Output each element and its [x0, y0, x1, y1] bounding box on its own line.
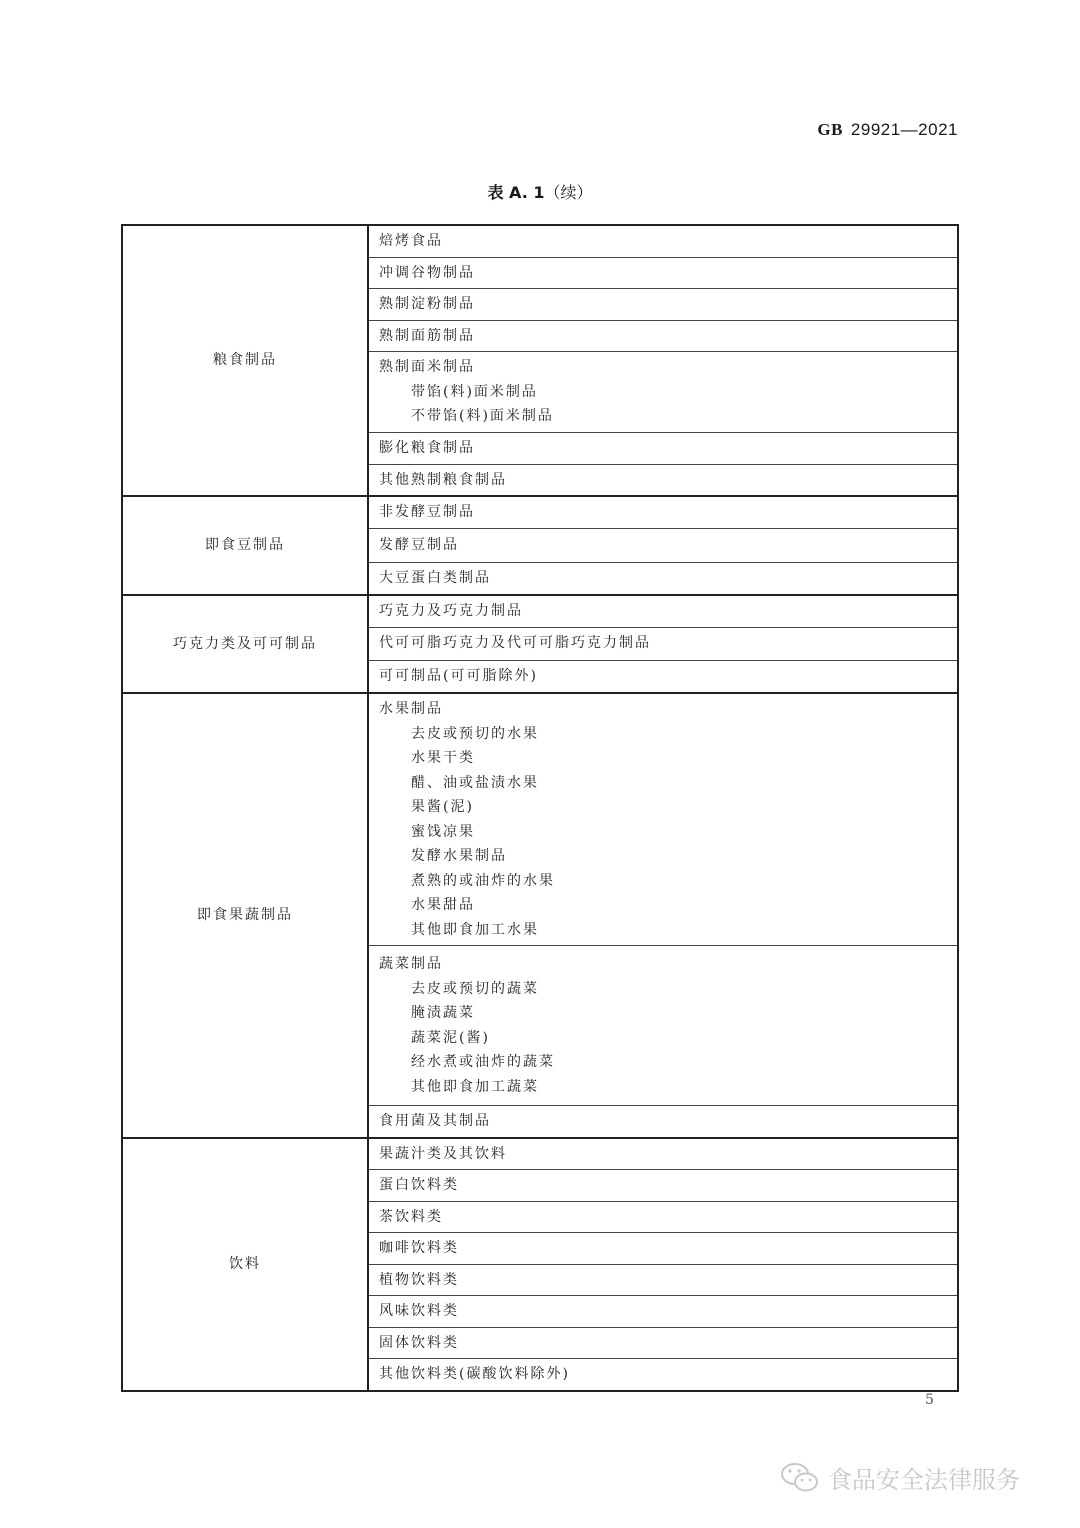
item-label: 焙烤食品	[379, 233, 443, 249]
item-label: 膨化粮食制品	[379, 439, 475, 456]
wechat-icon	[780, 1461, 820, 1495]
item-label: 代可可脂巧克力及代可可脂巧克力制品	[379, 635, 651, 652]
item-label: 固体饮料类	[379, 1334, 459, 1351]
category-cell: 粮食制品	[122, 225, 368, 496]
item-label: 茶饮料类	[379, 1208, 443, 1225]
item-cell	[368, 693, 958, 946]
table-row	[122, 225, 958, 257]
watermark-text: 食品安全法律服务	[828, 1466, 1020, 1494]
item-cell	[368, 320, 958, 352]
item-cell	[368, 660, 958, 693]
item-cell	[368, 1106, 958, 1138]
sub-item: 其他即食加工蔬菜	[411, 1078, 539, 1095]
category-cell: 即食果蔬制品	[122, 693, 368, 1138]
item-cell	[368, 1359, 958, 1391]
food-category-table	[121, 224, 959, 1392]
item-label: 风味饮料类	[379, 1303, 459, 1319]
item-cell	[368, 289, 958, 321]
item-cell	[368, 1296, 958, 1328]
item-cell	[368, 562, 958, 595]
item-cell	[368, 464, 958, 496]
item-cell	[368, 496, 958, 528]
sub-item: 蜜饯凉果	[411, 823, 475, 840]
page-number: 5	[925, 1392, 934, 1408]
item-cell	[368, 627, 958, 660]
sub-item: 经水煮或油炸的蔬菜	[411, 1054, 555, 1070]
standard-number: 29921—2021	[850, 120, 958, 139]
sub-item: 醋、油或盐渍水果	[411, 774, 539, 791]
sub-item: 带馅(料)面米制品	[411, 383, 538, 400]
item-cell	[368, 946, 958, 1106]
item-cell	[368, 1170, 958, 1202]
item-label: 植物饮料类	[379, 1271, 459, 1288]
caption-label: 表 A. 1	[487, 183, 545, 202]
sub-item: 不带馅(料)面米制品	[411, 408, 554, 424]
item-label: 非发酵豆制品	[379, 504, 475, 520]
item-label: 其他饮料类(碳酸饮料除外)	[379, 1366, 570, 1382]
item-cell	[368, 1233, 958, 1265]
sub-item: 腌渍蔬菜	[411, 1005, 475, 1021]
sub-item: 蔬菜泥(酱)	[411, 1029, 490, 1046]
item-label: 熟制淀粉制品	[379, 296, 475, 312]
sub-item: 去皮或预切的蔬菜	[411, 980, 539, 997]
item-cell	[368, 1327, 958, 1359]
item-label: 其他熟制粮食制品	[379, 471, 507, 488]
item-label: 可可制品(可可脂除外)	[379, 668, 538, 684]
item-label: 发酵豆制品	[379, 536, 459, 553]
item-label: 大豆蛋白类制品	[379, 570, 491, 586]
item-label: 熟制面米制品	[379, 359, 475, 375]
sub-item: 煮熟的或油炸的水果	[411, 872, 555, 889]
item-label: 食用菌及其制品	[379, 1113, 491, 1129]
item-label: 蛋白饮料类	[379, 1177, 459, 1193]
item-label: 咖啡饮料类	[379, 1240, 459, 1256]
standard-prefix: GB	[817, 120, 843, 139]
sub-item: 果酱(泥)	[411, 799, 474, 815]
item-cell	[368, 595, 958, 627]
item-label: 巧克力及巧克力制品	[379, 603, 523, 619]
item-label: 冲调谷物制品	[379, 264, 475, 281]
category-cell: 饮料	[122, 1138, 368, 1391]
item-label: 果蔬汁类及其饮料	[379, 1145, 507, 1162]
item-cell	[368, 225, 958, 257]
item-cell	[368, 1264, 958, 1296]
table-row	[122, 496, 958, 528]
caption-suffix: （续）	[544, 183, 593, 202]
table-row	[122, 1138, 958, 1170]
table-caption	[0, 180, 1080, 203]
sub-item: 去皮或预切的水果	[411, 725, 539, 742]
sub-item: 发酵水果制品	[411, 848, 507, 864]
item-cell	[368, 1201, 958, 1233]
item-label: 熟制面筋制品	[379, 327, 475, 344]
standard-code	[817, 120, 958, 140]
item-label: 水果制品	[379, 701, 443, 717]
item-cell	[368, 1138, 958, 1170]
item-label: 蔬菜制品	[379, 956, 443, 972]
category-cell: 巧克力类及可可制品	[122, 595, 368, 693]
sub-item: 水果甜品	[411, 897, 475, 913]
item-cell	[368, 352, 958, 433]
item-cell	[368, 257, 958, 289]
item-cell	[368, 432, 958, 464]
table-row	[122, 595, 958, 627]
item-cell	[368, 528, 958, 562]
sub-item: 其他即食加工水果	[411, 921, 539, 938]
table-row	[122, 693, 958, 946]
sub-item: 水果干类	[411, 750, 475, 766]
category-cell: 即食豆制品	[122, 496, 368, 595]
watermark	[780, 1460, 1020, 1495]
